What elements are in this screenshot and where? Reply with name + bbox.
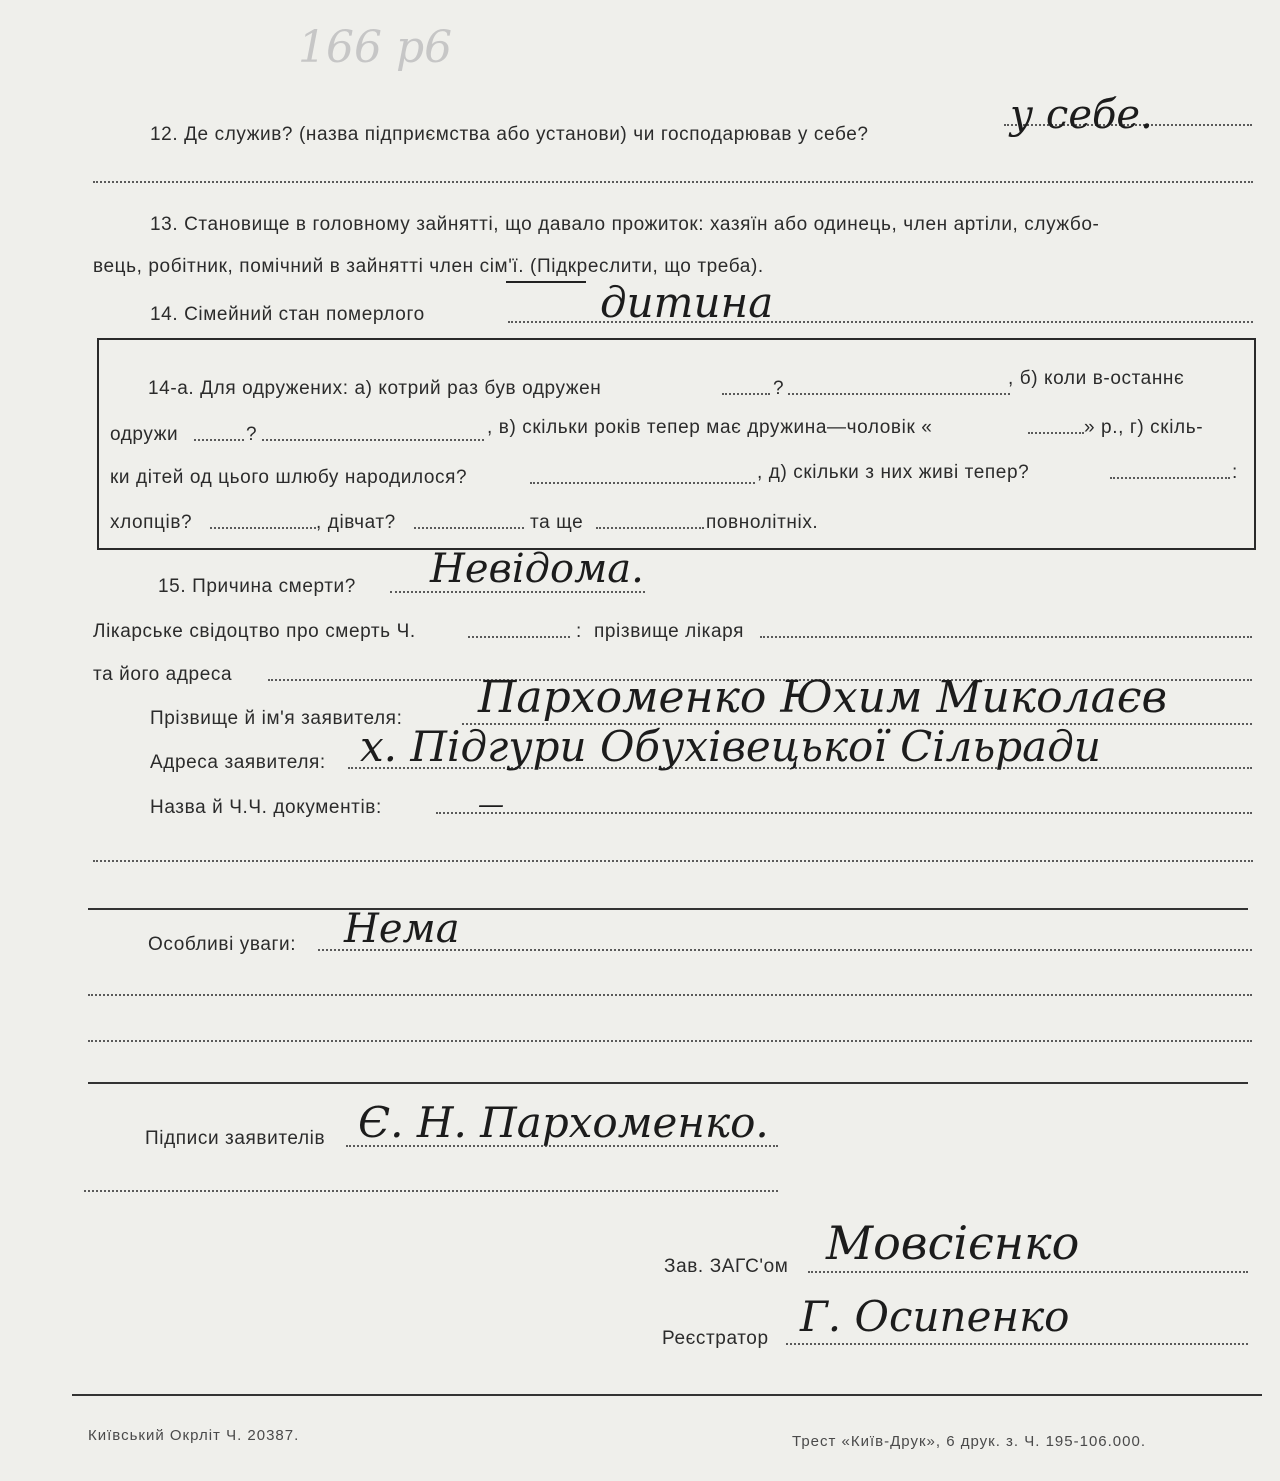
q14a-line2-part1: одружи [110, 424, 179, 445]
applicant-name-label: Прізвище й ім'я заявителя: [150, 708, 403, 729]
q12-answer: у себе. [1010, 92, 1153, 138]
zags-head-line[interactable] [808, 1271, 1248, 1273]
zags-head-label: Зав. ЗАГС'ом [664, 1256, 789, 1277]
applicant-name-value: Пархоменко Юхим Миколаєв [478, 672, 1168, 723]
marriage-count-field-ext[interactable] [788, 393, 1010, 395]
q14a-line1-q: ? [773, 378, 785, 399]
q15-label: 15. Причина смерти? [158, 576, 356, 597]
q15-answer: Невідома. [430, 546, 644, 592]
q14a-line2-part2: , в) скільки років тепер має дружина—чоловік « [487, 417, 933, 438]
pencil-archive-note: 166 р6 [298, 22, 453, 73]
footer-rule [72, 1394, 1262, 1396]
last-marriage-date-field[interactable] [194, 439, 244, 441]
q14a-line4-girls: , дівчат? [316, 512, 396, 533]
q14a-line2-part3: » р., г) скіль- [1084, 417, 1204, 438]
q14a-line1-part2: , б) коли в-останнє [1008, 368, 1185, 389]
q13-line1: 13. Становище в головному зайнятті, що давало прожиток: хазяїн або одинець, член артіли, службо- [150, 214, 1100, 235]
q13-line2: вець, робітник, помічний в зайнятті член сім'ї. (Підкреслити, що треба). [93, 256, 764, 277]
q14a-line4-boys: хлопців? [110, 512, 193, 533]
section-rule-2 [88, 1082, 1248, 1084]
extra-line-1[interactable] [93, 860, 1253, 862]
last-marriage-date-field-ext[interactable] [262, 439, 484, 441]
q14a-line4-also: та ще [530, 512, 584, 533]
zags-head-signature: Мовсієнко [826, 1216, 1080, 1270]
q14a-line3-part1: ки дітей од цього шлюбу народилося? [110, 467, 468, 488]
adults-count-field[interactable] [596, 527, 704, 529]
q13-underline-mark [506, 281, 586, 283]
remarks-line-2[interactable] [88, 994, 1252, 996]
footer-printer-right: Трест «Київ-Друк», 6 друк. з. Ч. 195-106.000. [792, 1433, 1146, 1450]
doctor-address-label: та його адреса [93, 664, 233, 685]
q14a-line2-q: ? [246, 424, 258, 445]
documents-value: — [478, 790, 504, 820]
girls-count-field[interactable] [414, 527, 524, 529]
applicant-address-value: х. Підгури Обухівецької Сільради [360, 722, 1101, 771]
boys-count-field[interactable] [210, 527, 316, 529]
q14a-line1-part1: 14-а. Для одружених: а) котрий раз був одружен [148, 378, 602, 399]
footer-printer-left: Київський Окрліт Ч. 20387. [88, 1427, 300, 1444]
signatures-label: Підписи заявителів [145, 1128, 326, 1149]
remarks-label: Особливі уваги: [148, 934, 297, 955]
remarks-value: Нема [344, 906, 460, 952]
registrar-line[interactable] [786, 1343, 1248, 1345]
marriage-count-field[interactable] [722, 393, 770, 395]
signatures-value: Є. Н. Пархоменко. [358, 1098, 769, 1147]
q12-label: 12. Де служив? (назва підприємства або установи) чи господарював у себе? [150, 124, 869, 145]
signatures-line-2[interactable] [84, 1190, 778, 1192]
remarks-line-3[interactable] [88, 1040, 1252, 1042]
doctor-cert-number-field[interactable] [468, 636, 570, 638]
applicant-address-label: Адреса заявителя: [150, 752, 326, 773]
q14a-line4-adults: повнолітніх. [706, 512, 819, 533]
doctor-cert-label: Лікарське свідоцтво про смерть Ч. [93, 621, 416, 642]
documents-label: Назва й Ч.Ч. документів: [150, 797, 382, 818]
q14-answer: дитина [600, 278, 774, 327]
doctor-name-field[interactable] [760, 636, 1252, 638]
doctor-cert-sep: : [576, 621, 582, 642]
spouse-age-field[interactable] [1028, 432, 1084, 434]
q14-label: 14. Сімейний стан померлого [150, 304, 425, 325]
children-alive-field[interactable] [1110, 477, 1230, 479]
documents-line[interactable] [436, 812, 1252, 814]
q14a-line3-colon: : [1232, 462, 1238, 483]
q14a-line3-part2: , д) скільки з них живі тепер? [757, 462, 1030, 483]
registrar-label: Реєстратор [662, 1328, 769, 1349]
q12-continuation-line[interactable] [93, 181, 1253, 183]
doctor-name-label: прізвище лікаря [594, 621, 745, 642]
section-rule-1 [88, 908, 1248, 910]
children-born-field[interactable] [530, 482, 755, 484]
registrar-signature: Г. Осипенко [800, 1292, 1070, 1341]
